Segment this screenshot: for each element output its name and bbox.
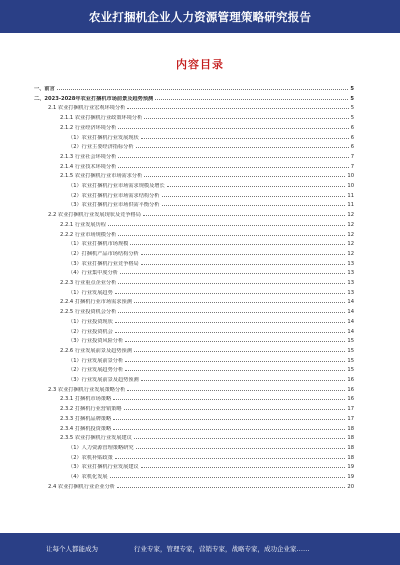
toc-entry-label: （1）农业打捆机行业发展现状 xyxy=(68,134,139,141)
toc-entry[interactable] xyxy=(34,84,354,92)
toc-dot-leader xyxy=(141,254,346,255)
toc-dot-leader xyxy=(110,477,346,478)
toc-entry[interactable] xyxy=(34,482,354,490)
toc-entry[interactable] xyxy=(34,171,354,179)
toc-entry-label: 2.3.3 打捆机品牌策略 xyxy=(60,415,112,422)
toc-entry-label: （3）农业打捆机行业竞争格局 xyxy=(68,260,139,267)
toc-dot-leader xyxy=(155,99,348,100)
toc-dot-leader xyxy=(117,487,345,488)
toc-entry-label: （2）打捆机产品市场结构分析 xyxy=(68,250,139,257)
toc-entry[interactable] xyxy=(34,123,354,131)
toc-entry-label: 2.3.2 打捆机行业营销策略 xyxy=(60,406,122,413)
toc-entry[interactable] xyxy=(34,356,354,364)
footer-slogan-right: 行业专家，管理专家，营销专家，战略专家，成功企业家…… xyxy=(134,545,310,553)
toc-dot-leader xyxy=(125,370,345,371)
toc-dot-leader xyxy=(167,186,346,187)
toc-entry-page: 16 xyxy=(347,396,354,403)
toc-entry-label: （2）行业发展趋势分析 xyxy=(68,367,124,374)
toc-entry[interactable] xyxy=(34,375,354,383)
toc-entry[interactable] xyxy=(34,239,354,247)
report-footer xyxy=(0,533,400,565)
toc-heading: 内容目录 xyxy=(176,58,224,71)
toc-entry-page: 5 xyxy=(350,95,354,102)
toc-entry[interactable] xyxy=(34,162,354,170)
toc-entry-page: 15 xyxy=(347,367,354,374)
toc-dot-leader xyxy=(124,409,346,410)
table-of-contents xyxy=(34,84,354,502)
toc-dot-leader xyxy=(118,157,348,158)
toc-entry[interactable] xyxy=(34,220,354,228)
toc-entry-label: 2.1.1 农业打捆机行业政策环境分析 xyxy=(60,115,143,122)
toc-entry[interactable] xyxy=(34,327,354,335)
toc-entry-page: 18 xyxy=(347,435,354,442)
toc-entry[interactable] xyxy=(34,443,354,451)
toc-dot-leader xyxy=(125,361,345,362)
toc-dot-leader xyxy=(113,419,345,420)
toc-entry-label: 2.2.6 行业发展前景及趋势预测 xyxy=(60,347,132,354)
toc-entry[interactable] xyxy=(34,133,354,141)
toc-entry-page: 18 xyxy=(347,425,354,432)
toc-entry[interactable] xyxy=(34,307,354,315)
toc-entry[interactable] xyxy=(34,424,354,432)
toc-dot-leader xyxy=(127,108,348,109)
toc-entry[interactable] xyxy=(34,365,354,373)
toc-entry-label: （2）行业投资机会 xyxy=(68,328,113,335)
toc-entry-label: （3）行业发展前景及趋势预测 xyxy=(68,377,139,383)
toc-entry-page: 18 xyxy=(347,454,354,461)
toc-entry-page: 12 xyxy=(347,221,354,228)
toc-entry-label: 2.3.5 农业打捆机行业发展建议 xyxy=(60,435,132,442)
toc-entry-label: 2.2.5 行业投资机会分析 xyxy=(60,309,117,316)
toc-dot-leader xyxy=(115,332,346,333)
toc-dot-leader xyxy=(162,205,346,206)
toc-entry-page: 6 xyxy=(350,124,354,131)
toc-entry[interactable] xyxy=(34,230,354,238)
toc-entry-page: 13 xyxy=(347,270,354,277)
toc-entry-page: 10 xyxy=(347,173,354,180)
toc-dot-leader xyxy=(141,380,346,381)
toc-entry-label: 2.1.4 行业技术环境分析 xyxy=(60,163,117,170)
toc-dot-leader xyxy=(108,225,345,226)
toc-entry-label: 2.1.3 行业社会环境分析 xyxy=(60,153,117,160)
toc-entry-page: 10 xyxy=(347,183,354,189)
toc-entry[interactable] xyxy=(34,472,354,480)
toc-entry-label: 2.1 农业打捆机行业宏观环境分析 xyxy=(48,105,126,112)
toc-entry-page: 12 xyxy=(347,250,354,257)
toc-entry-label: （1）人力资源管理策略研究 xyxy=(68,444,134,451)
toc-entry-page: 11 xyxy=(347,192,354,199)
toc-entry-label: （3）行业投资风险分析 xyxy=(68,338,124,345)
toc-entry-page: 15 xyxy=(347,338,354,345)
toc-entry[interactable] xyxy=(34,336,354,344)
toc-entry-label: （4）行业集中度分析 xyxy=(68,270,118,277)
toc-entry[interactable] xyxy=(34,288,354,296)
toc-entry-page: 16 xyxy=(347,377,354,383)
toc-entry[interactable] xyxy=(34,414,354,422)
toc-entry-label: 2.2 农业打捆机行业发展现状及竞争格局 xyxy=(48,212,141,219)
toc-entry-page: 12 xyxy=(347,212,354,219)
toc-entry-label: （3）农业打捆机行业市场供需平衡分析 xyxy=(68,202,160,209)
toc-entry[interactable] xyxy=(34,453,354,461)
toc-entry-label: 2.2.1 行业发展历程 xyxy=(60,221,106,228)
toc-entry-page: 13 xyxy=(347,280,354,286)
toc-entry-label: （1）农业打捆机市场规模 xyxy=(68,241,129,248)
toc-entry[interactable] xyxy=(34,385,354,393)
toc-entry[interactable] xyxy=(34,259,354,267)
toc-entry-label: 2.3.1 打捆机市场策略 xyxy=(60,396,112,403)
toc-entry[interactable] xyxy=(34,404,354,412)
toc-entry-page: 17 xyxy=(347,415,354,422)
toc-entry-label: （2）农业打捆机行业市场需求结构分析 xyxy=(68,192,160,199)
toc-dot-leader xyxy=(144,118,348,119)
toc-dot-leader xyxy=(127,390,345,391)
toc-dot-leader xyxy=(134,302,345,303)
toc-entry-label: 2.2.3 行业重点企业分析 xyxy=(60,280,117,286)
toc-entry-label: 一、前言 xyxy=(34,86,55,92)
toc-entry[interactable] xyxy=(34,210,354,218)
toc-entry-page: 5 xyxy=(350,105,354,112)
toc-entry-page: 13 xyxy=(347,289,354,296)
toc-entry-label: （2）农机补贴政策 xyxy=(68,454,113,461)
toc-entry-page: 19 xyxy=(347,464,354,471)
toc-entry[interactable] xyxy=(34,191,354,199)
toc-entry-page: 6 xyxy=(350,134,354,141)
toc-entry-page: 7 xyxy=(350,153,354,160)
toc-dot-leader xyxy=(118,312,345,313)
toc-entry-page: 16 xyxy=(347,386,354,393)
toc-entry-label: （1）农业打捆机行业市场需求规模及增长 xyxy=(68,183,165,189)
toc-entry-label: 2.3.4 打捆机投资策略 xyxy=(60,425,112,432)
toc-dot-leader xyxy=(136,147,349,148)
toc-entry[interactable] xyxy=(34,462,354,470)
toc-entry-label: 2.2.2 行业市场规模分析 xyxy=(60,231,117,238)
toc-dot-leader xyxy=(130,244,345,245)
toc-dot-leader xyxy=(141,467,346,468)
toc-dot-leader xyxy=(113,399,345,400)
toc-entry-label: （2）行业主要经济指标分析 xyxy=(68,144,134,151)
toc-entry[interactable] xyxy=(34,278,354,286)
toc-dot-leader xyxy=(115,322,346,323)
toc-entry[interactable] xyxy=(34,394,354,402)
toc-entry[interactable] xyxy=(34,94,354,102)
toc-entry-label: 二、2023-2028年农业打捆机市场前景及趋势预测 xyxy=(34,95,154,102)
toc-dot-leader xyxy=(144,176,345,177)
toc-entry-page: 11 xyxy=(347,202,354,209)
toc-entry-label: （1）行业投资现状 xyxy=(68,318,113,325)
toc-entry-label: 2.4 农业打捆机行业企业分析 xyxy=(48,483,115,490)
toc-dot-leader xyxy=(115,458,346,459)
toc-entry-page: 20 xyxy=(347,483,354,490)
toc-dot-leader xyxy=(120,273,345,274)
toc-dot-leader xyxy=(136,448,346,449)
toc-entry-label: 2.3 农业打捆机行业发展策略分析 xyxy=(48,386,126,393)
report-header xyxy=(0,0,400,33)
toc-dot-leader xyxy=(141,138,349,139)
footer-slogan-left: 让每个人都能成为 xyxy=(46,545,98,553)
toc-dot-leader xyxy=(141,264,346,265)
toc-entry[interactable] xyxy=(34,103,354,111)
toc-dot-leader xyxy=(113,429,345,430)
toc-entry-page: 12 xyxy=(347,231,354,238)
toc-entry-label: 2.1.5 农业打捆机行业市场需求分析 xyxy=(60,173,143,180)
toc-entry-page: 5 xyxy=(350,115,354,122)
toc-entry-label: 2.2.4 打捆机行业市场需求预测 xyxy=(60,299,132,306)
toc-dot-leader xyxy=(118,283,345,284)
toc-dot-leader xyxy=(143,215,345,216)
toc-entry[interactable] xyxy=(34,297,354,305)
toc-entry[interactable] xyxy=(34,152,354,160)
toc-entry-page: 12 xyxy=(347,241,354,248)
toc-entry[interactable] xyxy=(34,433,354,441)
toc-entry[interactable] xyxy=(34,317,354,325)
toc-dot-leader xyxy=(57,89,349,90)
toc-entry-page: 13 xyxy=(347,260,354,267)
toc-entry-label: （1）行业发展前景分析 xyxy=(68,357,124,364)
toc-entry-page: 7 xyxy=(350,163,354,170)
toc-entry-page: 18 xyxy=(347,444,354,451)
report-title: 农业打捆机企业人力资源管理策略研究报告 xyxy=(88,9,312,24)
toc-dot-leader xyxy=(125,341,345,342)
toc-entry[interactable] xyxy=(34,200,354,208)
toc-entry[interactable] xyxy=(34,181,354,189)
toc-dot-leader xyxy=(118,167,348,168)
toc-entry-page: 14 xyxy=(347,318,354,325)
toc-entry-page: 15 xyxy=(347,357,354,364)
toc-entry[interactable] xyxy=(34,346,354,354)
toc-entry-label: 2.1.2 行业经济环境分析 xyxy=(60,124,117,131)
toc-entry-page: 19 xyxy=(347,474,354,480)
toc-dot-leader xyxy=(118,235,345,236)
toc-entry[interactable] xyxy=(34,142,354,150)
toc-entry-page: 6 xyxy=(350,144,354,151)
toc-dot-leader xyxy=(134,351,345,352)
toc-entry-page: 5 xyxy=(350,86,354,92)
toc-entry-page: 17 xyxy=(347,406,354,413)
toc-entry[interactable] xyxy=(34,113,354,121)
toc-entry-label: （4）农机化发展 xyxy=(68,474,108,480)
toc-dot-leader xyxy=(162,196,346,197)
toc-entry-label: （3）农业打捆机行业发展建议 xyxy=(68,464,139,471)
toc-entry-label: （1）行业发展趋势 xyxy=(68,289,113,296)
toc-entry-page: 14 xyxy=(347,328,354,335)
toc-entry-page: 15 xyxy=(347,347,354,354)
toc-entry[interactable] xyxy=(34,249,354,257)
toc-entry-page: 14 xyxy=(347,299,354,306)
toc-entry-page: 14 xyxy=(347,309,354,316)
toc-dot-leader xyxy=(115,293,346,294)
toc-dot-leader xyxy=(118,128,348,129)
toc-dot-leader xyxy=(134,438,345,439)
toc-entry[interactable] xyxy=(34,268,354,276)
